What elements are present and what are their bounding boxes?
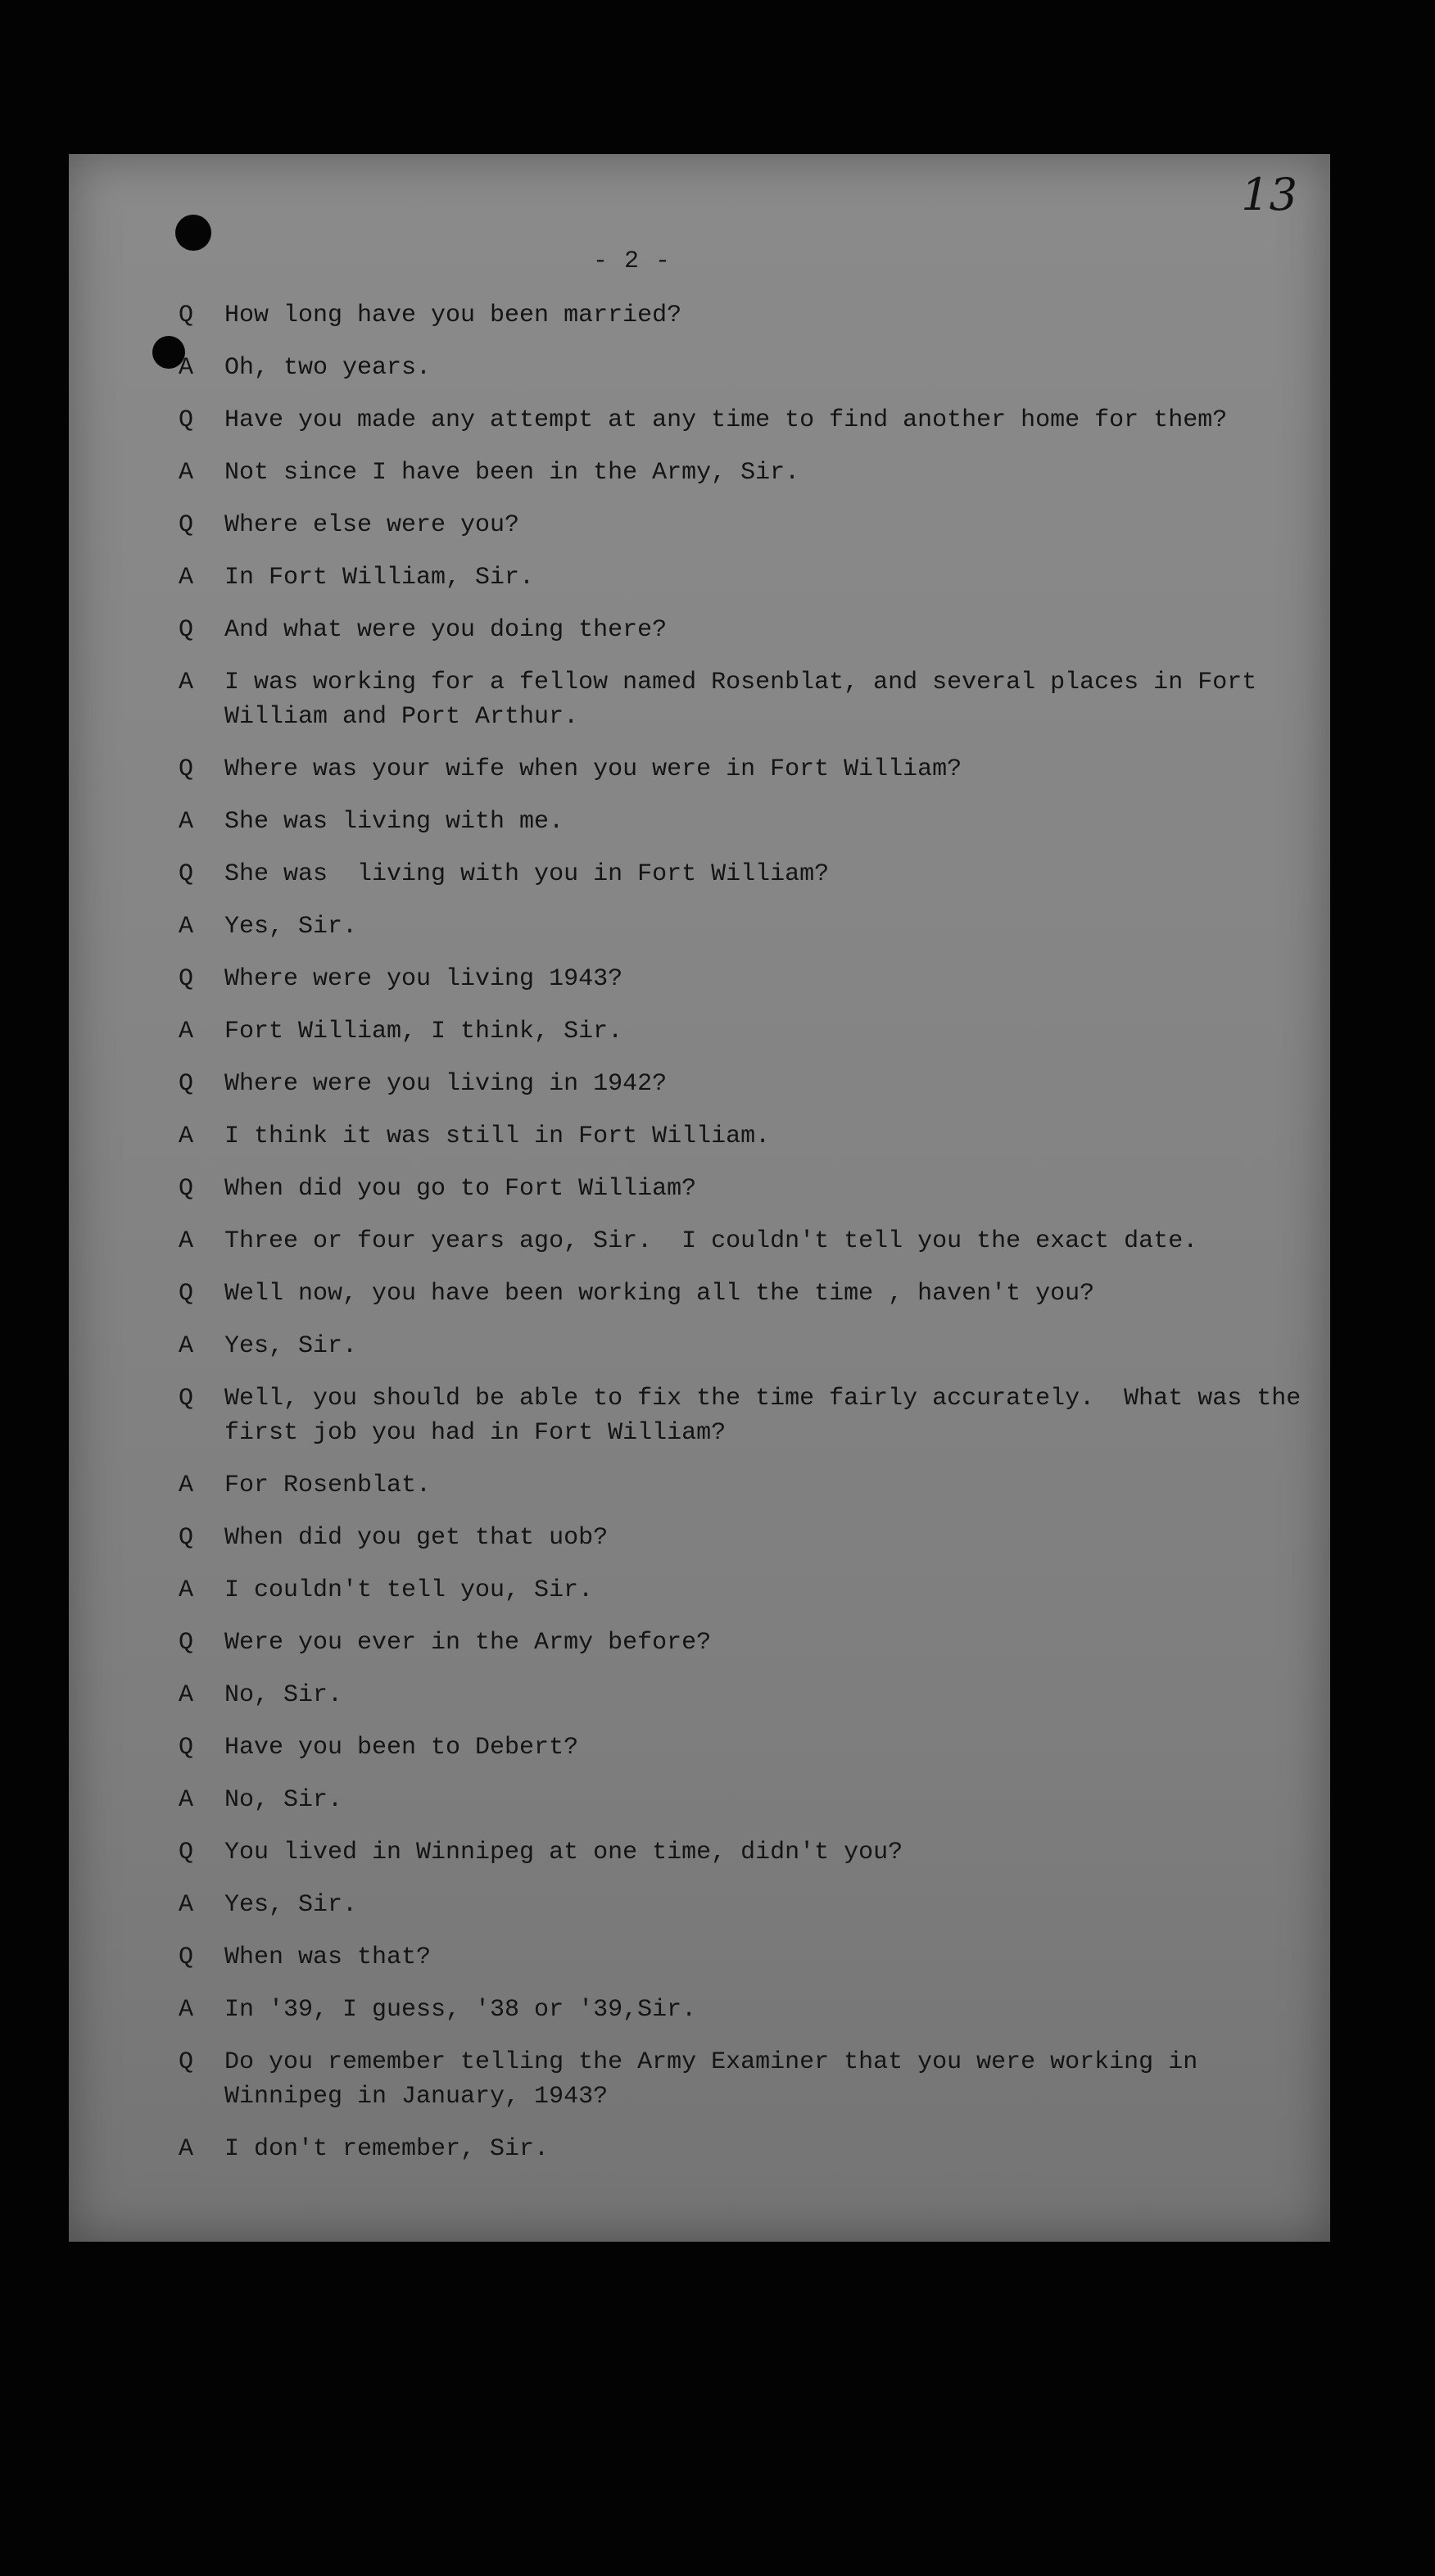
question-text: Have you made any attempt at any time to find another home for them?	[224, 406, 1228, 434]
answer-row	[179, 1993, 1317, 2027]
answer-text: Not since I have been in the Army, Sir.	[224, 459, 800, 487]
question-row	[179, 2045, 1317, 2114]
question-row	[179, 1381, 1317, 1450]
question-row	[179, 1730, 1317, 1765]
speaker-label: Q	[179, 755, 194, 783]
answer-text: She was living with me.	[224, 808, 564, 836]
question-text: She was living with you in Fort William?	[224, 860, 830, 888]
speaker-label: Q	[179, 860, 194, 888]
speaker-label: Q	[179, 2048, 194, 2076]
answer-text: Three or four years ago, Sir. I couldn't tell you the exact date.	[224, 1227, 1198, 1255]
question-row	[179, 962, 1317, 996]
question-text: When was that?	[224, 1943, 432, 1971]
answer-row	[179, 1014, 1317, 1049]
speaker-label: Q	[179, 1734, 194, 1762]
speaker-label: A	[179, 1996, 194, 2024]
question-text: Where was your wife when you were in Fort William?	[224, 755, 962, 783]
speaker-label: Q	[179, 1175, 194, 1203]
answer-row	[179, 665, 1317, 734]
speaker-label: A	[179, 669, 194, 696]
answer-row	[179, 909, 1317, 944]
question-row	[179, 613, 1317, 647]
question-text: Where else were you?	[224, 511, 520, 539]
speaker-label: Q	[179, 1629, 194, 1657]
speaker-label: A	[179, 1786, 194, 1814]
answer-text: I couldn't tell you, Sir.	[224, 1576, 594, 1604]
question-text: How long have you been married?	[224, 302, 682, 329]
answer-row	[179, 1888, 1317, 1922]
answer-row	[179, 1573, 1317, 1608]
speaker-label: Q	[179, 511, 194, 539]
answer-text: No, Sir.	[224, 1681, 343, 1709]
answer-text: For Rosenblat.	[224, 1472, 432, 1499]
answer-text: I was working for a fellow named Rosenblat, and several places in Fort William and Port Arthur.	[224, 669, 1272, 731]
answer-text: In Fort William, Sir.	[224, 564, 535, 592]
question-row	[179, 1521, 1317, 1555]
question-row	[179, 298, 1317, 333]
answer-row	[179, 1678, 1317, 1712]
speaker-label: A	[179, 1227, 194, 1255]
handwritten-page-number: 13	[1241, 169, 1297, 220]
answer-row	[179, 1783, 1317, 1817]
punch-hole-top	[175, 215, 211, 251]
speaker-label: A	[179, 808, 194, 836]
speaker-label: A	[179, 564, 194, 592]
speaker-label: A	[179, 1018, 194, 1045]
question-row	[179, 1067, 1317, 1101]
answer-row	[179, 1119, 1317, 1154]
speaker-label: Q	[179, 1839, 194, 1866]
speaker-label: Q	[179, 965, 194, 993]
speaker-label: Q	[179, 406, 194, 434]
speaker-label: A	[179, 354, 194, 382]
answer-text: I don't remember, Sir.	[224, 2135, 550, 2163]
answer-text: In '39, I guess, '38 or '39,Sir.	[224, 1996, 697, 2024]
question-text: Well now, you have been working all the time , haven't you?	[224, 1280, 1095, 1308]
speaker-label: Q	[179, 1524, 194, 1552]
question-row	[179, 1172, 1317, 1206]
question-text: Where were you living 1943?	[224, 965, 623, 993]
answer-row	[179, 351, 1317, 385]
question-row	[179, 1835, 1317, 1870]
answer-text: Yes, Sir.	[224, 1332, 358, 1360]
question-text: Where were you living in 1942?	[224, 1070, 668, 1098]
speaker-label: Q	[179, 302, 194, 329]
question-text: Do you remember telling the Army Examiner that you were working in Winnipeg in January, 1943?	[224, 2048, 1213, 2111]
speaker-label: Q	[179, 616, 194, 644]
speaker-label: Q	[179, 1385, 194, 1413]
speaker-label: A	[179, 1332, 194, 1360]
question-row	[179, 1626, 1317, 1660]
speaker-label: Q	[179, 1070, 194, 1098]
answer-text: Yes, Sir.	[224, 1891, 358, 1919]
question-text: Were you ever in the Army before?	[224, 1629, 712, 1657]
answer-row	[179, 2132, 1317, 2166]
question-text: Well, you should be able to fix the time fairly accurately. What was the first job you had in Fort William?	[224, 1385, 1316, 1447]
answer-text: Yes, Sir.	[224, 913, 358, 941]
answer-row	[179, 1468, 1317, 1503]
speaker-label: A	[179, 1472, 194, 1499]
answer-row	[179, 1329, 1317, 1363]
answer-text: Oh, two years.	[224, 354, 432, 382]
question-row	[179, 1940, 1317, 1975]
question-text: You lived in Winnipeg at one time, didn't you?	[224, 1839, 903, 1866]
answer-text: I think it was still in Fort William.	[224, 1122, 771, 1150]
speaker-label: A	[179, 459, 194, 487]
speaker-label: Q	[179, 1280, 194, 1308]
question-text: When did you get that uob?	[224, 1524, 609, 1552]
speaker-label: A	[179, 1576, 194, 1604]
document-page	[69, 154, 1330, 2242]
speaker-label: A	[179, 1122, 194, 1150]
speaker-label: A	[179, 913, 194, 941]
question-text: When did you go to Fort William?	[224, 1175, 697, 1203]
question-row	[179, 1277, 1317, 1311]
question-row	[179, 752, 1317, 787]
transcript	[179, 298, 1317, 2184]
answer-row	[179, 1224, 1317, 1259]
speaker-label: A	[179, 1681, 194, 1709]
speaker-label: Q	[179, 1943, 194, 1971]
speaker-label: A	[179, 2135, 194, 2163]
question-text: And what were you doing there?	[224, 616, 668, 644]
question-row	[179, 508, 1317, 542]
speaker-label: A	[179, 1891, 194, 1919]
answer-row	[179, 560, 1317, 595]
answer-text: No, Sir.	[224, 1786, 343, 1814]
question-text: Have you been to Debert?	[224, 1734, 579, 1762]
question-row	[179, 857, 1317, 891]
page-header: - 2 -	[593, 247, 672, 275]
answer-row	[179, 805, 1317, 839]
question-row	[179, 403, 1317, 438]
answer-text: Fort William, I think, Sir.	[224, 1018, 623, 1045]
answer-row	[179, 456, 1317, 490]
